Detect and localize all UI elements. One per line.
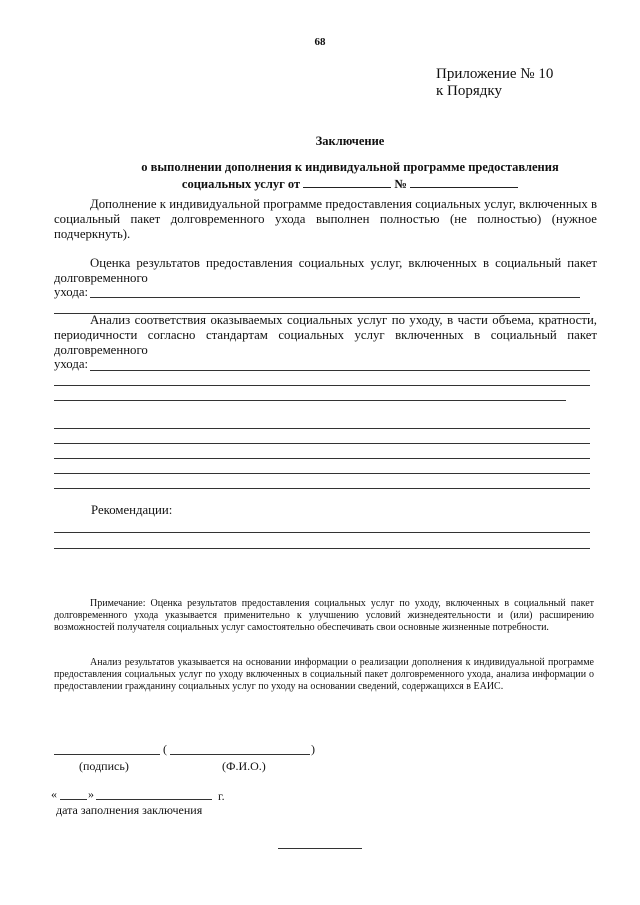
date-blank[interactable]: [303, 175, 391, 188]
page-number: 68: [314, 36, 326, 48]
analysis-line-8[interactable]: [54, 488, 590, 489]
assessment-label: ухода:: [54, 285, 89, 299]
number-blank[interactable]: [410, 175, 518, 188]
fio-line[interactable]: [170, 754, 310, 755]
appendix-line-1: Приложение № 10: [436, 66, 554, 82]
footer-rule: [278, 848, 362, 849]
document-subtitle-line-2: [0, 175, 640, 192]
recommendations-label: Рекомендации:: [91, 503, 173, 517]
number-sign: №: [394, 177, 407, 191]
recommendations-line-1[interactable]: [54, 532, 590, 533]
document-title: Заключение: [315, 134, 385, 148]
signature-line[interactable]: [54, 754, 160, 755]
analysis-line-5[interactable]: [54, 443, 590, 444]
date-quote-open: «: [51, 787, 57, 801]
completion-paragraph: Дополнение к индивидуальной программе предоставления социальных услуг, включенных в социальный пакет долговременного ухода выполнен полностью (не полностью) (нужное подчеркнуть).: [54, 197, 597, 241]
date-day-line[interactable]: [60, 799, 87, 800]
appendix-line-2: к Порядку: [436, 83, 502, 99]
date-month-line[interactable]: [96, 799, 212, 800]
date-quote-close: »: [88, 787, 94, 801]
date-caption: дата заполнения заключения: [56, 803, 203, 817]
analysis-line-6[interactable]: [54, 458, 590, 459]
fio-close-paren: ): [311, 742, 315, 756]
assessment-line-1[interactable]: [90, 297, 580, 298]
fio-caption: (Ф.И.О.): [222, 759, 266, 773]
signature-caption: (подпись): [79, 759, 129, 773]
note-paragraph-1: Примечание: Оценка результатов предоставления социальных услуг по уходу, включенных в социальный пакет долговременного ухода указывается применительно к улучшению условий жизнедеятельности и (или) расширению возможностей получателя социальных услуг самостоятельно обеспечивать свои основные жизненные потребности.: [54, 598, 594, 633]
analysis-line-4[interactable]: [54, 428, 590, 429]
document-subtitle-line-1: о выполнении дополнения к индивидуальной программе предоставления: [141, 160, 559, 174]
analysis-line-1[interactable]: [90, 370, 590, 371]
analysis-line-3[interactable]: [54, 400, 566, 401]
analysis-label: ухода:: [54, 357, 89, 371]
recommendations-line-2[interactable]: [54, 548, 590, 549]
subtitle-from: социальных услуг от: [181, 177, 301, 191]
analysis-line-7[interactable]: [54, 473, 590, 474]
date-year-suffix: г.: [218, 789, 225, 803]
fio-open-paren: (: [163, 742, 167, 756]
analysis-paragraph: Анализ соответствия оказываемых социальных услуг по уходу, в части объема, кратности, периодичности согласно стандартам социальных услуг включенных в социальный пакет долговременного: [54, 313, 597, 357]
analysis-line-2[interactable]: [54, 385, 590, 386]
assessment-paragraph: Оценка результатов предоставления социальных услуг, включенных в социальный пакет долговременного: [54, 256, 597, 285]
note-paragraph-2: Анализ результатов указывается на основании информации о реализации дополнения к индивидуальной программе предоставления социальных услуг по уходу включенных в социальный пакет долговременного ухода, анализа информации о предоставлении гражданину социальных услуг по уходу на основании сведений, содержащихся в ЕАИС.: [54, 657, 594, 692]
appendix-label: [436, 66, 553, 100]
